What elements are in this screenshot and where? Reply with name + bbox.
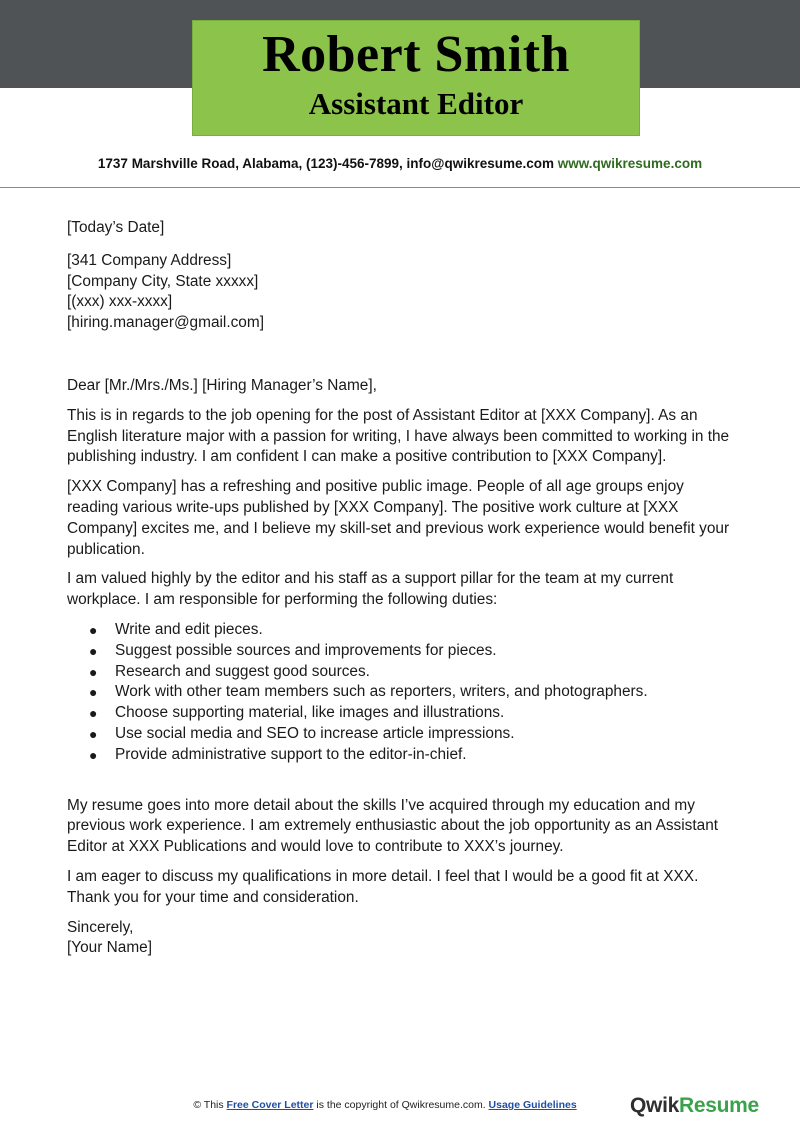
header-divider [0,187,800,188]
job-title: Assistant Editor [308,86,524,121]
bullet-icon: ● [89,663,98,680]
website-link[interactable]: www.qwikresume.com [557,156,703,171]
footer-prefix: © This [193,1099,227,1111]
address-line: [341 Company Address] [67,251,232,269]
paragraph-intro: This is in regards to the job opening for the post of Assistant Editor at [XXX Company]. As an English literature major with a passion for writing, I have always been committed to working in the publishing industry. I am confident I can make a positive contribution to [XXX Company]. [67,406,730,466]
bullet-icon: ● [89,642,98,659]
list-item [67,724,737,745]
usage-guidelines-link[interactable]: Usage Guidelines [488,1099,577,1111]
footer-middle: is the copyright of Qwikresume.com. [313,1099,489,1111]
paragraph-thanks: I am eager to discuss my qualifications in more detail. I feel that I would be a good fit at XXX. Thank you for your time and consideration. [67,867,699,906]
name-banner [192,20,640,136]
duty-text: Suggest possible sources and improvements for pieces. [115,641,497,659]
duty-text: Work with other team members such as reporters, writers, and photographers. [115,683,648,701]
address-line: [(xxx) xxx-xxxx] [67,293,173,311]
duty-text: Use social media and SEO to increase article impressions. [115,724,515,742]
bullet-icon: ● [89,621,98,638]
sign-off [67,918,737,960]
duty-text: Write and edit pieces. [115,620,263,638]
contact-line [0,156,800,171]
bullet-icon: ● [89,725,98,742]
duties-list [67,620,737,766]
bullet-icon: ● [89,746,98,763]
signoff-text: Sincerely, [67,918,134,936]
bullet-icon: ● [89,705,98,722]
qwikresume-logo[interactable] [630,1094,759,1118]
list-item [67,620,737,641]
list-item [67,662,737,683]
paragraph-resume: My resume goes into more detail about the skills I’ve acquired through my education and my previous work experience. I am extremely enthusiastic about the job opportunity as an Assistant Editor at XXX Publications and would love to contribute to XXX’s journey. [67,796,719,856]
list-item [67,745,737,766]
logo-part-resume: Resume [678,1094,759,1117]
paragraph-duties-intro: I am valued highly by the editor and his staff as a support pillar for the team at my current workplace. I am responsible for performing the following duties: [67,570,674,609]
logo-part-qwik: Qwik [630,1094,679,1117]
letter-date: [Today’s Date] [67,219,165,236]
paragraph-company: [XXX Company] has a refreshing and positive public image. People of all age groups enjoy reading various write-ups published by [XXX Company]. The positive work culture at [XXX Company] excites me, and I believe my skill-set and previous work experience would benefit your publication. [67,478,730,558]
address-line: [hiring.manager@gmail.com] [67,314,264,332]
list-item [67,682,737,703]
list-item [67,703,737,724]
letter-body [67,218,737,959]
bullet-icon: ● [89,684,98,701]
salutation: Dear [Mr./Mrs./Ms.] [Hiring Manager’s Name], [67,376,377,394]
duty-text: Provide administrative support to the editor-in-chief. [115,745,467,763]
contact-details: 1737 Marshville Road, Alabama, (123)-456-7899, info@qwikresume.com [97,156,555,171]
signature-text: [Your Name] [67,939,152,957]
applicant-name: Robert Smith [262,26,570,83]
duty-text: Choose supporting material, like images and illustrations. [115,704,505,722]
address-line: [Company City, State xxxxx] [67,272,259,290]
duty-text: Research and suggest good sources. [115,662,370,680]
list-item [67,641,737,662]
free-cover-letter-link[interactable]: Free Cover Letter [226,1099,314,1111]
recipient-address [67,251,737,334]
